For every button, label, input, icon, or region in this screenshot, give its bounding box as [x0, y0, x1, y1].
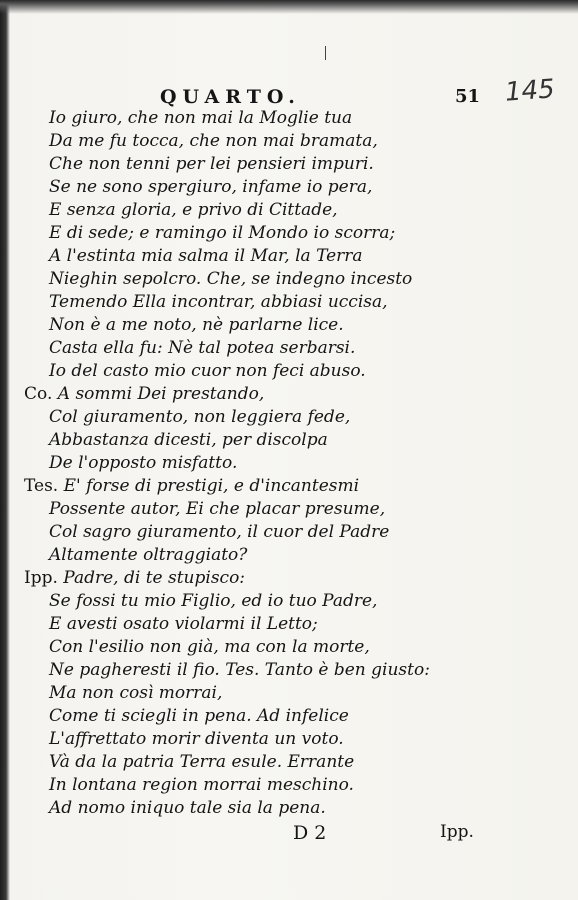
verse-line: Casta ella fu: Nè tal potea serbarsi.	[49, 338, 356, 358]
verse-line: Io giuro, che non mai la Moglie tua	[49, 108, 353, 128]
verse-line: E senza gloria, e privo di Cittade,	[49, 200, 338, 220]
verse-line: Ne pagheresti il fio. Tes. Tanto è ben giusto:	[49, 660, 430, 680]
handwritten-page-number: 145	[504, 74, 556, 108]
verse-line: Nieghin sepolcro. Che, se indegno incesto	[49, 269, 413, 289]
speaker-label: Co.	[24, 384, 53, 404]
signature-mark: D 2	[293, 822, 327, 844]
verse-line: E di sede; e ramingo il Mondo io scorra;	[49, 223, 396, 243]
verse-line: Ma non così morrai,	[49, 683, 223, 703]
verse-line: Temendo Ella incontrar, abbiasi uccisa,	[49, 292, 388, 312]
running-title: QUARTO.	[160, 86, 301, 108]
verse-line: Da me fu tocca, che non mai bramata,	[49, 131, 378, 151]
verse-line: Abbastanza dicesti, per discolpa	[49, 430, 328, 450]
page-number: 51	[455, 86, 481, 107]
verse-line: Io del casto mio cuor non feci abuso.	[49, 361, 366, 381]
printer-mark	[325, 46, 326, 60]
verse-line: Altamente oltraggiato?	[49, 545, 248, 565]
verse-line: Con l'esilio non già, ma con la morte,	[49, 637, 370, 657]
verse-line: E avesti osato violarmi il Letto;	[49, 614, 318, 634]
verse-line: Col sagro giuramento, il cuor del Padre	[49, 522, 390, 542]
verse-line: L'affrettato morir diventa un voto.	[49, 729, 344, 749]
verse-line: Tes. E' forse di prestigi, e d'incantesmi	[24, 476, 360, 496]
catchword: Ipp.	[440, 822, 474, 842]
verse-line: Col giuramento, non leggiera fede,	[49, 407, 351, 427]
verse-line: In lontana region morrai meschino.	[49, 775, 354, 795]
verse-line: Ad nomo iniquo tale sia la pena.	[49, 798, 326, 818]
verse-line: Come ti sciegli in pena. Ad infelice	[49, 706, 349, 726]
page-edge-shadow	[0, 0, 578, 14]
verse-line: Possente autor, Ei che placar presume,	[49, 499, 386, 519]
verse-line: Non è a me noto, nè parlarne lice.	[49, 315, 344, 335]
verse-line: Se fossi tu mio Figlio, ed io tuo Padre,	[49, 591, 378, 611]
verse-line: De l'opposto misfatto.	[49, 453, 238, 473]
verse-line: A l'estinta mia salma il Mar, la Terra	[49, 246, 363, 266]
verse-line: Co. A sommi Dei prestando,	[24, 384, 265, 404]
verse-line: Ipp. Padre, di te stupisco:	[24, 568, 246, 588]
verse-line: Và da la patria Terra esule. Errante	[49, 752, 355, 772]
speaker-label: Tes.	[24, 476, 59, 496]
speaker-label: Ipp.	[24, 568, 58, 588]
verse-line: Se ne sono spergiuro, infame io pera,	[49, 177, 373, 197]
verse-line: Che non tenni per lei pensieri impuri.	[49, 154, 374, 174]
